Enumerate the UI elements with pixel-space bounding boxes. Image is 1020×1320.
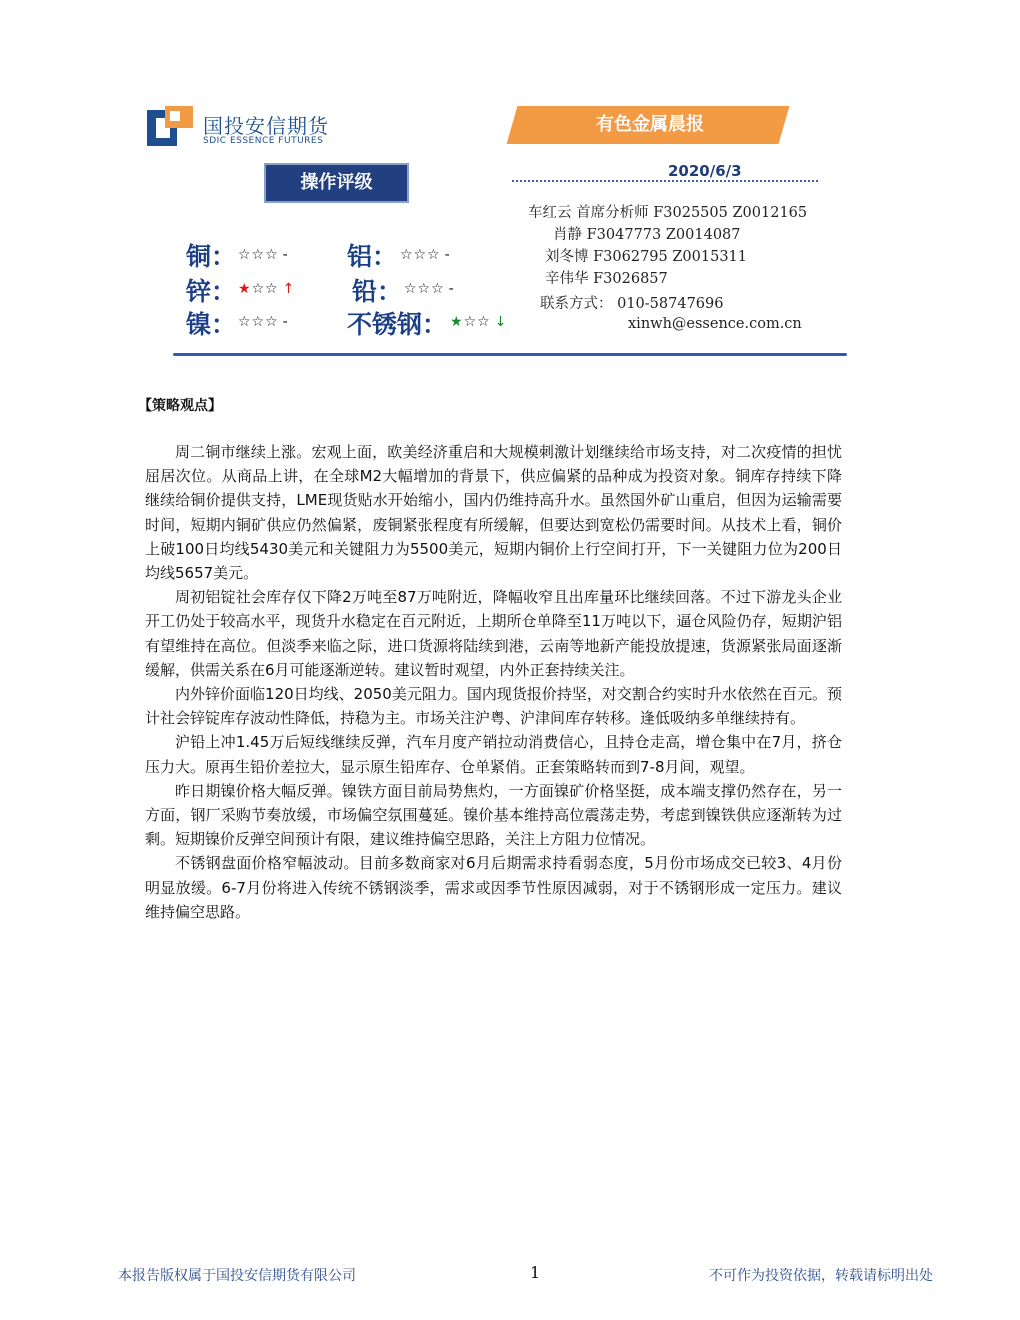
analyst-line: 肖静 F3047773 Z0014087: [553, 227, 741, 243]
report-title: 有色金属晨报: [596, 114, 704, 135]
report-body: [145, 440, 842, 924]
section-title: 【策略观点】: [138, 398, 222, 414]
rating-trend: -: [448, 281, 455, 297]
rating-title-box: 操作评级: [264, 163, 409, 203]
contact-email: xinwh@essence.com.cn: [628, 316, 802, 332]
header-divider: [173, 353, 847, 356]
metal-label-aluminum: 铝：: [347, 242, 398, 271]
paragraph-copper: 周二铜市继续上涨。宏观上面，欧美经济重启和大规模刺激计划继续给市场支持，对二次疫情的担忧屈居次位。从商品上讲，在全球M2大幅增加的背景下，供应偏紧的品种成为投资对象。铜库存持续下降继续给铜价提供支持，LME现货贴水开始缩小，国内仍维持高升水。虽然国外矿山重启，但因为运输需要时间，短期内铜矿供应仍然偏紧，废铜紧张程度有所缓解，但要达到宽松仍需要时间。从技术上看，铜价上破100日均线5430美元和关键阻力为5500美元，短期内铜价上行空间打开，下一关键阻力位为200日均线5657美元。: [145, 443, 842, 583]
contact-phone: 联系方式： 010-58747696: [540, 296, 724, 312]
rating-lead: ☆☆☆ -: [404, 281, 455, 297]
metal-label-lead: 铅：: [352, 277, 403, 306]
rating-stainless: ★☆☆ ↓: [450, 314, 508, 330]
paragraph-aluminum: 周初铝锭社会库存仅下降2万吨至87万吨附近，降幅收窄且出库量环比继续回落。不过下游龙头企业开工仍处于较高水平，现货升水稳定在百元附近，上期所仓单降至11万吨以下，逼仓风险仍存，短期沪铝有望维持在高位。但淡季来临之际，进口货源将陆续到港，云南等地新产能投放提速，货源紧张局面逐渐缓解，供需关系在6月可能逐渐逆转。建议暂时观望，内外正套持续关注。: [145, 588, 842, 679]
metal-label-zinc: 锌：: [186, 277, 237, 306]
logo-text-en: SDIC ESSENCE FUTURES: [203, 136, 324, 146]
company-logo: [147, 106, 357, 150]
footer-copyright: 本报告版权属于国投安信期货有限公司: [118, 1268, 356, 1284]
analyst-line: 辛伟华 F3026857: [545, 271, 668, 287]
footer-disclaimer: 不可作为投资依据，转载请标明出处: [709, 1268, 933, 1284]
analyst-line: 刘冬博 F3062795 Z0015311: [545, 249, 748, 265]
report-date: 2020/6/3: [668, 162, 742, 180]
logo-mark-icon: [147, 106, 193, 148]
paragraph-zinc: 内外锌价面临120日均线、2050美元阻力。国内现货报价持坚，对交割合约实时升水依然在百元。预计社会锌锭库存波动性降低，持稳为主。市场关注沪粤、沪津间库存转移。逢低吸纳多单继续持有。: [145, 685, 842, 728]
rating-copper: ☆☆☆ -: [238, 247, 289, 263]
paragraph-stainless: 不锈钢盘面价格窄幅波动。目前多数商家对6月后期需求持看弱态度，5月份市场成交已较3、4月份明显放缓。6-7月份将进入传统不锈钢淡季，需求或因季节性原因减弱，对于不锈钢形成一定压力。建议维持偏空思路。: [145, 854, 842, 921]
rating-trend: ↓: [494, 314, 508, 330]
page-number: 1: [530, 1263, 541, 1282]
metal-label-copper: 铜：: [186, 242, 237, 271]
logo-text-cn: 国投安信期货: [203, 114, 329, 138]
rating-trend: -: [444, 247, 451, 263]
rating-trend: -: [282, 314, 289, 330]
metal-label-stainless: 不锈钢：: [347, 310, 448, 339]
analyst-line: 车红云 首席分析师 F3025505 Z0012165: [528, 205, 808, 221]
metal-label-nickel: 镍：: [186, 310, 237, 339]
rating-trend: ↑: [282, 281, 296, 297]
rating-trend: -: [282, 247, 289, 263]
date-divider: [512, 180, 818, 182]
rating-zinc: ★☆☆ ↑: [238, 281, 296, 297]
paragraph-lead: 沪铅上冲1.45万后短线继续反弹，汽车月度产销拉动消费信心，且持仓走高，增仓集中在7月，挤仓压力大。原再生铅价差拉大，显示原生铅库存、仓单紧俏。正套策略转而到7-8月间，观望。: [145, 733, 842, 776]
rating-nickel: ☆☆☆ -: [238, 314, 289, 330]
rating-aluminum: ☆☆☆ -: [400, 247, 451, 263]
paragraph-nickel: 昨日期镍价格大幅反弹。镍铁方面目前局势焦灼，一方面镍矿价格坚挺，成本端支撑仍然存在，另一方面，钢厂采购节奏放缓，市场偏空氛围蔓延。镍价基本维持高位震荡走势，考虑到镍铁供应逐渐转为过剩。短期镍价反弹空间预计有限，建议维持偏空思路，关注上方阻力位情况。: [145, 781, 842, 849]
